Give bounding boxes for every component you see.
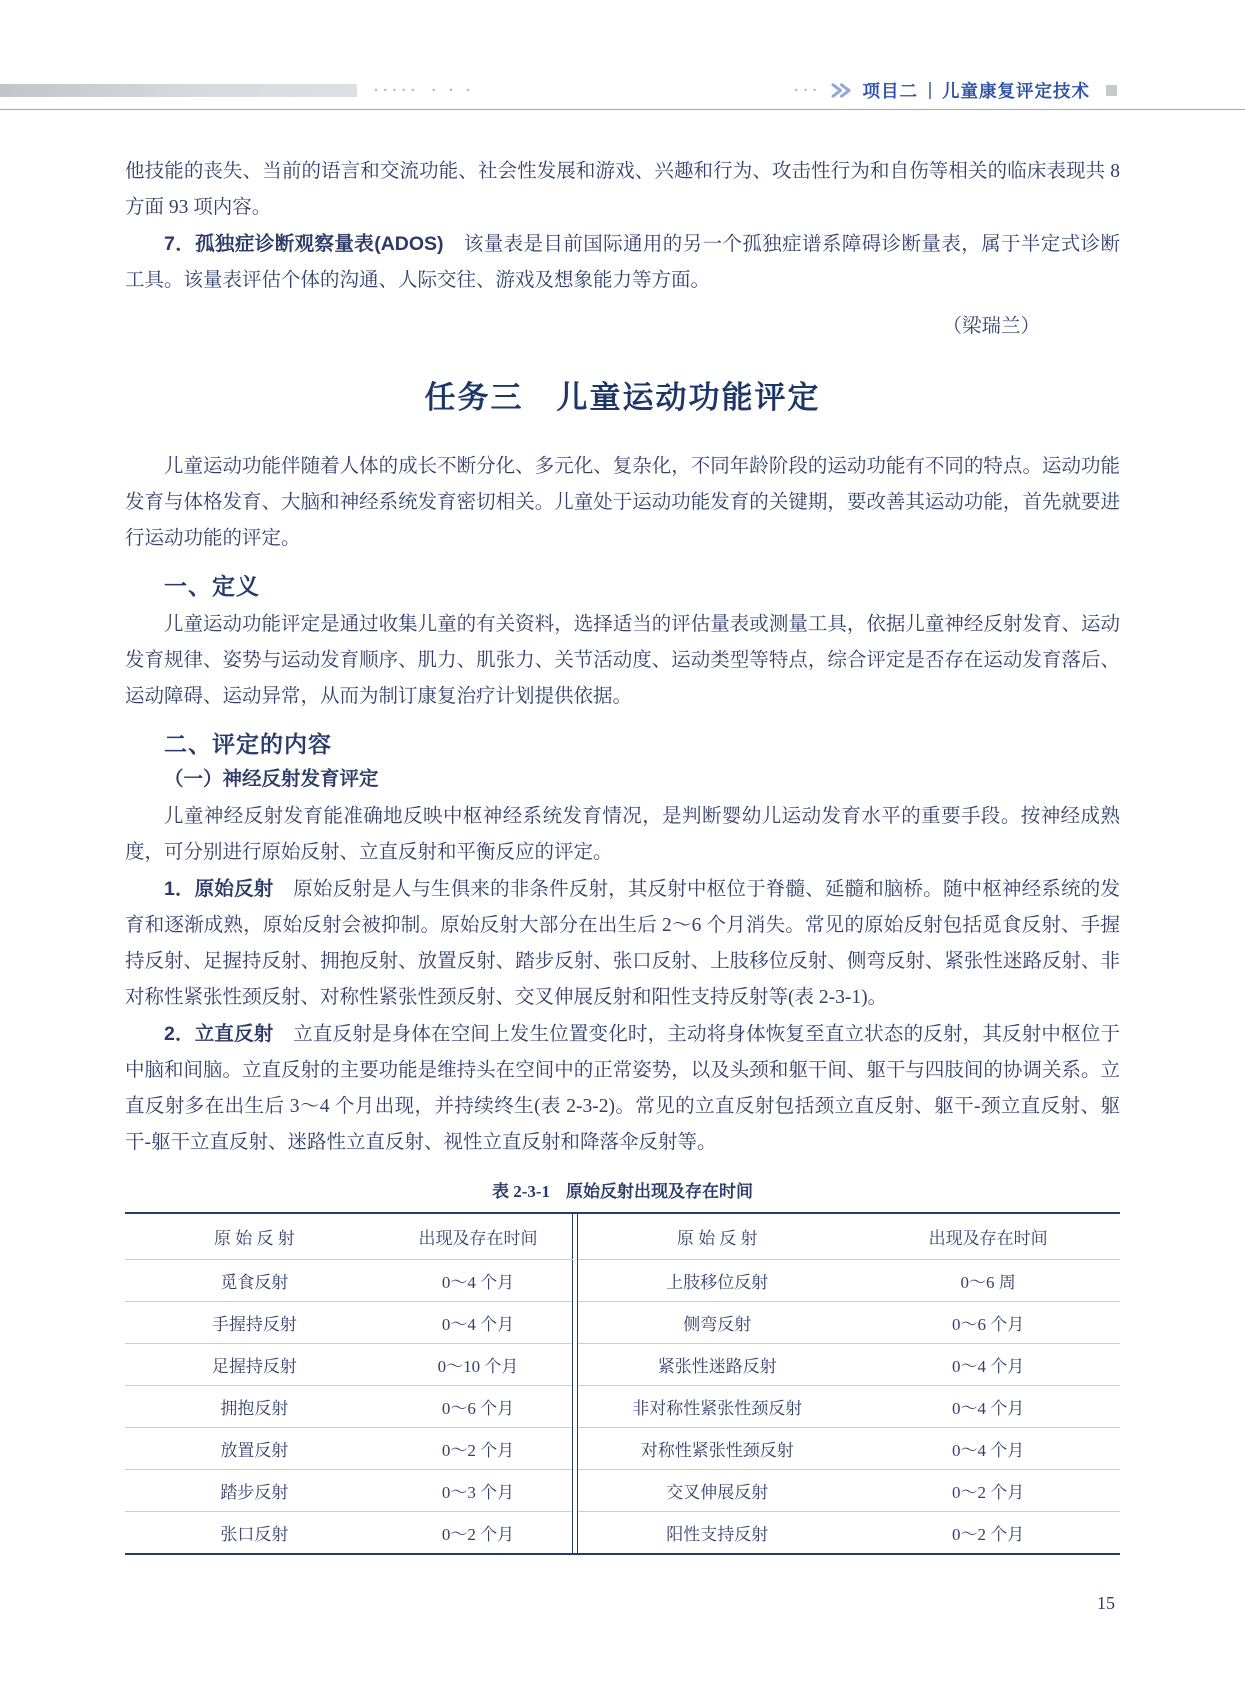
- cell-reflex: 放置反射: [125, 1428, 384, 1470]
- section-heading-content: 二、评定的内容: [164, 731, 332, 757]
- cell-time: 0～4 个月: [856, 1344, 1120, 1386]
- paragraph-primitive-reflex: [125, 871, 1120, 1016]
- list-item-2-label: 2．立直反射: [164, 1023, 274, 1045]
- paragraph-ados: [125, 226, 1120, 299]
- double-chevron-icon: [830, 82, 853, 99]
- cell-time: 0～4 个月: [856, 1428, 1120, 1470]
- cell-time: 0～6 个月: [856, 1302, 1120, 1344]
- cell-time: 0～4 个月: [384, 1260, 573, 1302]
- cell-time: 0～4 个月: [856, 1386, 1120, 1428]
- paragraph-righting-reflex: [125, 1016, 1120, 1161]
- paragraph-task-intro: 儿童运动功能伴随着人体的成长不断分化、多元化、复杂化，不同年龄阶段的运动功能有不同的特点。运动功能发育与体格发育、大脑和神经系统发育密切相关。儿童处于运动功能发育的关键期，要改善其运动功能，首先就要进行运动功能的评定。: [125, 456, 1120, 549]
- cell-reflex: 觅食反射: [125, 1260, 384, 1302]
- cell-reflex: 张口反射: [220, 1525, 289, 1544]
- cell-time: 0～2 个月: [856, 1470, 1120, 1512]
- page-number: 15: [1097, 1593, 1115, 1613]
- cell-time: 0～10 个月: [384, 1344, 573, 1386]
- cell-reflex: 手握持反射: [125, 1302, 384, 1344]
- header-square-ornament: [1106, 85, 1117, 96]
- subsection-heading-neural-reflex: （一）神经反射发育评定: [164, 768, 379, 790]
- cell-reflex: 足握持反射: [125, 1344, 384, 1386]
- running-head: [794, 78, 1117, 103]
- paragraph-continued: 他技能的丧失、当前的语言和交流功能、社会性发展和游戏、兴趣和行为、攻击性行为和自伤等相关的临床表现共 8 方面 93 项内容。: [125, 161, 1120, 218]
- running-head-separator: [929, 82, 931, 99]
- page-content: [0, 110, 1245, 1555]
- paragraph-definition: 儿童运动功能评定是通过收集儿童的有关资料，选择适当的评估量表或测量工具，依据儿童神经反射发育、运动发育规律、姿势与运动发育顺序、肌力、肌张力、关节活动度、运动类型等特点，综合评定是否存在运动发育落后、运动障碍、运动异常，从而为制订康复治疗计划提供依据。: [125, 614, 1120, 707]
- cell-time: 0～3 个月: [384, 1470, 573, 1512]
- cell-time: 0～2 个月: [441, 1525, 515, 1544]
- cell-reflex: 阳性支持反射: [666, 1525, 769, 1544]
- cell-reflex: 非对称性紧张性颈反射: [578, 1386, 857, 1428]
- table-row: [125, 1428, 1120, 1470]
- header-dots-left: [374, 82, 475, 99]
- primitive-reflex-table: [125, 1212, 1120, 1555]
- header-dots-group-a: · · · · ·: [374, 82, 416, 99]
- section-heading-definition: 一、定义: [164, 573, 260, 599]
- table-header-row: [125, 1213, 1120, 1260]
- cell-reflex: 踏步反射: [125, 1470, 384, 1512]
- column-header-time-right: 出现及存在时间: [856, 1213, 1120, 1260]
- cell-reflex: 对称性紧张性颈反射: [578, 1428, 857, 1470]
- table-row: [125, 1344, 1120, 1386]
- task-title: 任务三 儿童运动功能评定: [424, 380, 821, 415]
- running-head-title: 儿童康复评定技术: [942, 81, 1090, 101]
- list-item-2-text: 立直反射是身体在空间上发生位置变化时，主动将身体恢复至直立状态的反射，其反射中枢位于中脑和间脑。立直反射的主要功能是维持头在空间中的正常姿势，以及头颈和躯干间、躯干与四肢间的协调关系。立直反射多在出生后 3～4 个月出现，并持续终生(表 2-3-2)。常见的立直反射包括颈立直反射、躯干-颈立直反射、躯干-躯干立直反射、迷路性立直反射、视性立直反射和降落伞反射等。: [125, 1024, 1120, 1153]
- running-head-chapter: 项目二: [862, 81, 918, 101]
- cell-time: 0～6 周: [856, 1260, 1120, 1302]
- table-row: [125, 1512, 1120, 1555]
- table-caption-label: 表 2-3-1: [491, 1182, 551, 1201]
- cell-reflex: 侧弯反射: [578, 1302, 857, 1344]
- table-caption: [125, 1179, 1120, 1206]
- cell-reflex: 交叉伸展反射: [578, 1470, 857, 1512]
- cell-reflex: 紧张性迷路反射: [578, 1344, 857, 1386]
- list-item-1-text: 原始反射是人与生俱来的非条件反射，其反射中枢位于脊髓、延髓和脑桥。随中枢神经系统的发育和逐渐成熟，原始反射会被抑制。原始反射大部分在出生后 2～6 个月消失。常见的原始反射包括觅食反射、手握持反射、足握持反射、拥抱反射、放置反射、踏步反射、张口反射、上肢移位反射、侧弯反射、紧张性迷路反射、非对称性紧张性颈反射、对称性紧张性颈反射、交叉伸展反射和阳性支持反射等(表 2-3-1)。: [125, 879, 1120, 1008]
- table-row: [125, 1302, 1120, 1344]
- cell-reflex: 上肢移位反射: [578, 1260, 857, 1302]
- paragraph-neural-reflex-intro: 儿童神经反射发育能准确地反映中枢神经系统发育情况，是判断婴幼儿运动发育水平的重要手段。按神经成熟度，可分别进行原始反射、立直反射和平衡反应的评定。: [125, 806, 1120, 863]
- table-row: [125, 1260, 1120, 1302]
- header-dots-group-b: · · ·: [431, 82, 475, 99]
- list-item-7-label: 7．孤独症诊断观察量表(ADOS): [164, 233, 444, 255]
- header-accent-bar: [0, 84, 357, 97]
- column-header-reflex-left: 原 始 反 射: [125, 1213, 384, 1260]
- table-row: [125, 1470, 1120, 1512]
- author-credit: （梁瑞兰）: [942, 316, 1040, 337]
- list-item-7-text: 该量表是目前国际通用的另一个孤独症谱系障碍诊断量表，属于半定式诊断工具。该量表评估个体的沟通、人际交往、游戏及想象能力等方面。: [125, 234, 1120, 291]
- column-header-time-left: 出现及存在时间: [384, 1213, 573, 1260]
- cell-time: 0～6 个月: [384, 1386, 573, 1428]
- cell-reflex: 拥抱反射: [125, 1386, 384, 1428]
- cell-time: 0～2 个月: [384, 1428, 573, 1470]
- list-item-1-label: 1．原始反射: [164, 878, 274, 900]
- header-dots-right: · · ·: [794, 82, 818, 99]
- cell-time: 0～4 个月: [384, 1302, 573, 1344]
- page-header: [0, 0, 1245, 110]
- cell-time: 0～2 个月: [952, 1525, 1025, 1544]
- column-header-reflex-right: 原 始 反 射: [578, 1213, 857, 1260]
- table-row: [125, 1386, 1120, 1428]
- table-caption-text: 原始反射出现及存在时间: [566, 1182, 754, 1201]
